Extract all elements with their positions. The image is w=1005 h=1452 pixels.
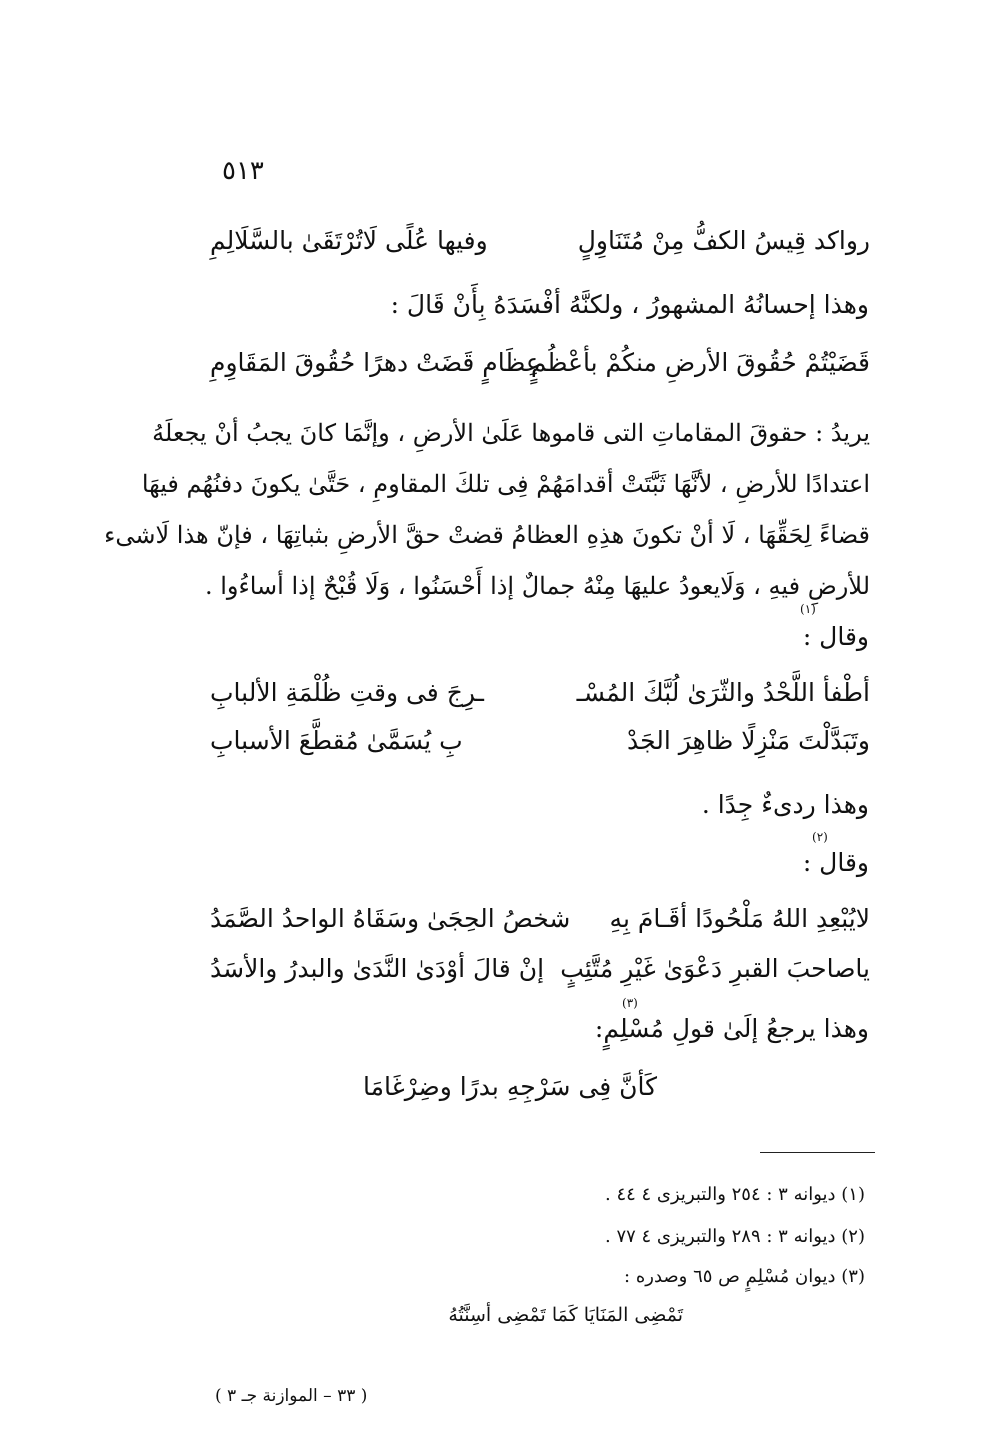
- verse-line: [210, 954, 870, 994]
- verse-line: [210, 226, 870, 266]
- quoted-hemistich: كَأنَّ فِى سَرْجِهِ بدرًا وضِرْغَامَا: [363, 1072, 657, 1101]
- verse-second-hemistich: وفيها عُلًى لَاتُرْتَقَىٰ بالسَّلَالِمِ: [210, 226, 488, 255]
- prose-line: وقال :: [802, 848, 869, 877]
- verse-second-hemistich: عِظَامٍ قَضَتْ دهرًا حُقُوقَ المَقَاوِمِ: [210, 348, 541, 377]
- commentary-paragraph: [104, 408, 870, 612]
- footnote-reference: (١): [800, 602, 816, 616]
- footnote-reference: (٢): [812, 830, 828, 844]
- prose-line: وهذا يرجعُ إلَىٰ قولِ مُسْلِمٍ:: [594, 1014, 869, 1043]
- paragraph-line: اعتدادًا للأرضِ ، لأنَّهَا ثَبَّتَتْ أقدامَهُمْ فِى تلكَ المقاومِ ، حَتَّىٰ يكونَ دفنُهُم فيهَا: [141, 470, 870, 498]
- verse-second-hemistich: إنْ قالَ أوْدَىٰ النَّدَىٰ والبدرُ والأسَدُ: [210, 954, 545, 983]
- verse-first-hemistich: رواكد قِيسُ الكفُّ مِنْ مُتَنَاوِلٍ: [577, 226, 870, 255]
- verse-first-hemistich: ياصاحبَ القبرِ دَعْوَىٰ غَيْرِ مُتَّئِبٍ: [560, 954, 870, 983]
- footnote-verse: تَمْضِى المَنَايَا كَمَا تَمْضِى أسِنَّتُهُ: [448, 1304, 683, 1326]
- prose-line: وهذا إحسانُهُ المشهورُ ، ولكنَّهُ أفْسَدَهُ بِأَنْ قَالَ :: [390, 290, 869, 319]
- verse-second-hemistich: ـرِجَ فى وقتِ ظُلْمَةِ الألبابِ: [210, 678, 484, 707]
- verse-line: [210, 348, 870, 388]
- page-number: ٥١٣: [222, 156, 264, 186]
- verse-second-hemistich: شخصُ الحِجَىٰ وسَقَاهُ الواحدُ الصَّمَدُ: [210, 904, 571, 933]
- paragraph-line: يريدُ : حقوقَ المقاماتِ التى قاموها عَلَىٰ الأرضِ ، وإنَّمَا كانَ يجبُ أنْ يجعلَهُ: [152, 419, 870, 447]
- footnote: (١) ديوانه ٣ : ٢٥٤ والتبريزى ٤ ٤٤ .: [604, 1184, 865, 1205]
- verse-first-hemistich: أطْفأ اللَّحْدُ والثّرَىٰ لُبَّكَ المُسْـ: [576, 678, 870, 707]
- footnote-reference: (٣): [622, 996, 638, 1010]
- paragraph-line: للأرضِ فيهِ ، وَلَايعودُ عليهَا مِنْهُ جمالٌ إذا أَحْسَنُوا ، وَلَا قُبْحٌ إذا أساءُوا .: [204, 572, 870, 600]
- verse-line: [210, 904, 870, 944]
- footnote: (٣) ديوان مُسْلِمٍ ص ٦٥ وصدره :: [624, 1266, 865, 1287]
- paragraph-line: قضاءً لِحَقِّهَا ، لَا أنْ تكونَ هذِهِ العظامُ قضتْ حقَّ الأرضِ بثباتِهَا ، فإنّ هذا لَاشىء: [104, 521, 870, 549]
- footnote-separator: [760, 1152, 875, 1153]
- verse-first-hemistich: لايُبْعِدِ اللهُ مَلْحُودًا أقَـامَ بِهِ: [609, 904, 870, 933]
- prose-line: وقال :: [802, 622, 869, 651]
- prose-line: وهذا ردىءٌ جِدًا .: [701, 790, 869, 819]
- running-footer: ( ٣٣ – الموازنة جـ ٣ ): [215, 1386, 368, 1406]
- verse-line: [210, 726, 870, 766]
- verse-line: [210, 678, 870, 718]
- verse-second-hemistich: بِ يُسَمَّىٰ مُقطَّعَ الأسبابِ: [210, 726, 463, 755]
- footnote: (٢) ديوانه ٣ : ٢٨٩ والتبريزى ٤ ٧٧ .: [604, 1226, 865, 1247]
- verse-first-hemistich: وتَبَدَّلْتَ مَنْزِلًا ظاهِرَ الجَدْ: [626, 726, 870, 755]
- verse-first-hemistich: قَضَيْتُمْ حُقُوقَ الأرضِ منكُمْ بأعْظُمٍ: [530, 348, 870, 377]
